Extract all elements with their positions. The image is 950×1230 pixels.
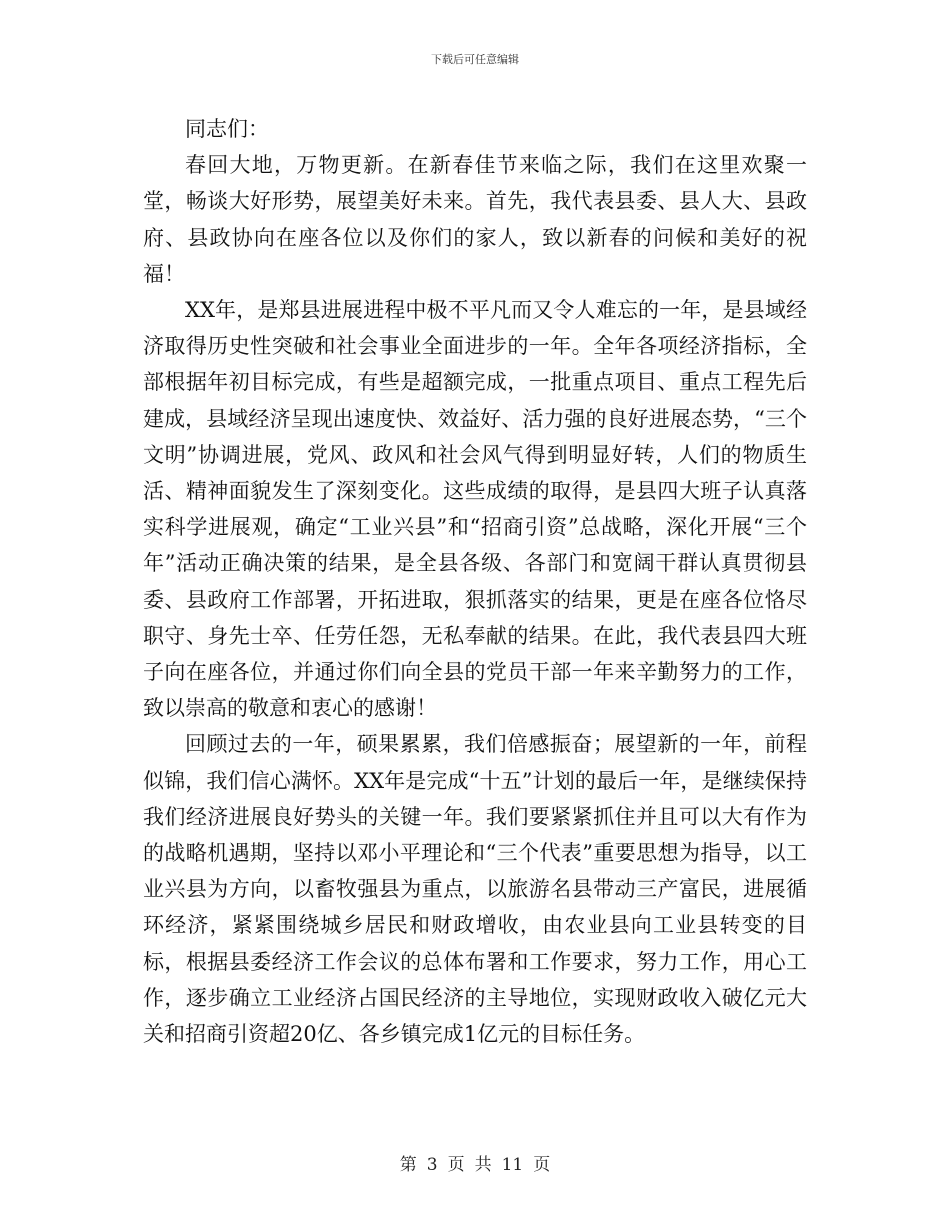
footer-prefix: 第 [399,1155,417,1175]
salutation: 同志们： [185,117,269,141]
paragraph-greeting: 春回大地，万物更新。在新春佳节来临之际，我们在这里欢聚一堂，畅谈大好形势，展望美好未来。首先，我代表县委、县人大、县政府、县政协向在座各位以及你们的家人，致以新春的问候和美好的祝福！ [143,153,807,286]
footer-total-word: 共 [474,1155,492,1175]
footer-suffix: 页 [533,1155,551,1175]
footer-current-page: 3 [426,1155,438,1175]
paragraph-outlook: 回顾过去的一年，硕果累累，我们倍感振奋；展望新的一年，前程似锦，我们信心满怀。XX年是完成“十五”计划的最后一年，是继续保持我们经济进展良好势头的关键一年。我们要紧紧抓住并且可以大有作为的战略机遇期，坚持以邓小平理论和“三个代表”重要思想为指导，以工业兴县为方向，以畜牧强县为重点，以旅游名县带动三产富民，进展循环经济，紧紧围绕城乡居民和财政增收，由农业县向工业县转变的目标，根据县委经济工作会议的总体布署和工作要求，努力工作，用心工作，逐步确立工业经济占国民经济的主导地位，实现财政收入破亿元大关和招商引资超20亿、各乡镇完成1亿元的目标任务。 [143,732,807,1047]
footer-total-pages: 11 [501,1155,524,1175]
page-header-note: 下载后可任意编辑 [431,53,519,66]
paragraph-review: XX年，是郑县进展进程中极不平凡而又令人难忘的一年，是县域经济取得历史性突破和社会事业全面进步的一年。全年各项经济指标，全部根据年初目标完成，有些是超额完成，一批重点项目、重点工程先后建成，县域经济呈现出速度快、效益好、活力强的良好进展态势，“三个文明”协调进展，党风、政风和社会风气得到明显好转，人们的物质生活、精神面貌发生了深刻变化。这些成绩的取得，是县四大班子认真落实科学进展观，确定“工业兴县”和“招商引资”总战略，深化开展“三个年”活动正确决策的结果，是全县各级、各部门和宽阔干群认真贯彻县委、县政府工作部署，开拓进取，狠抓落实的结果，更是在座各位恪尽职守、身先士卒、任劳任怨，无私奉献的结果。在此，我代表县四大班子向在座各位，并通过你们向全县的党员干部一年来辛勤努力的工作，致以崇高的敬意和衷心的感谢！ [143,298,807,721]
page-footer [0,1153,950,1177]
document-body [143,111,807,1052]
footer-page-word: 页 [447,1155,465,1175]
